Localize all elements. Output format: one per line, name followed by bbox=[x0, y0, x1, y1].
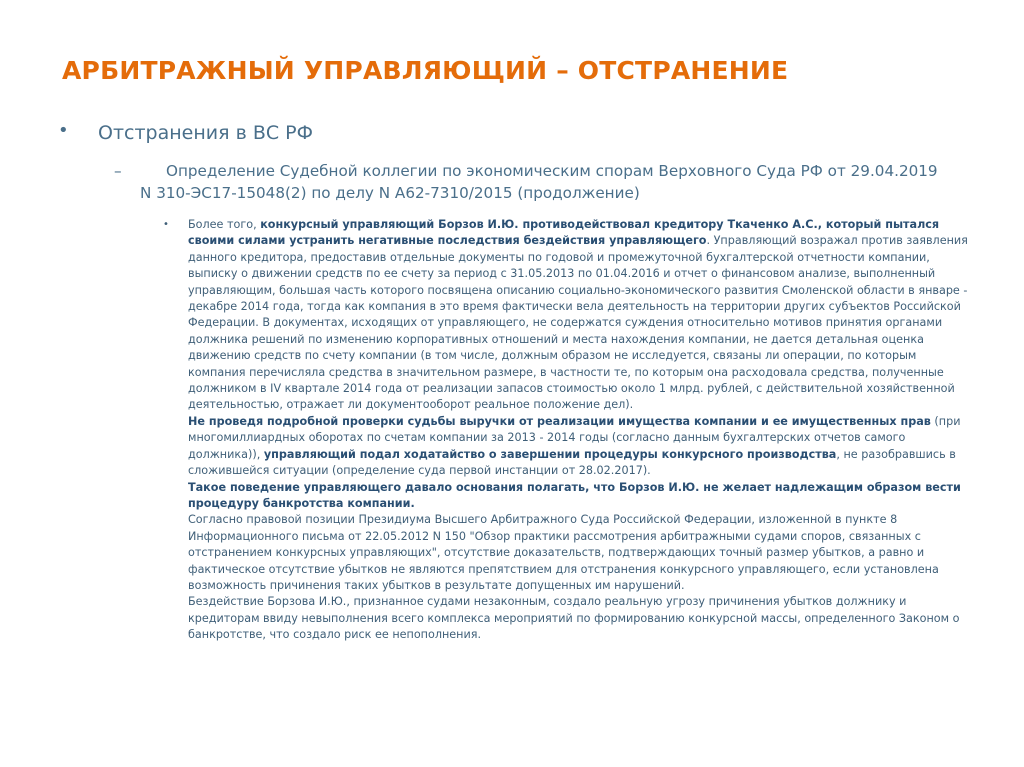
slide-title: АРБИТРАЖНЫЙ УПРАВЛЯЮЩИЙ – ОТСТРАНЕНИЕ bbox=[62, 56, 789, 85]
bullet-level3 bbox=[163, 217, 973, 644]
p1-lead: Более того, bbox=[188, 218, 261, 231]
p2-text-1: (при многомиллиардных оборотах по счетам компании за 2013 - 2014 годы (согласно данным бухгалтерских отчетов самого должника)), bbox=[188, 414, 961, 461]
level2-text: Определение Судебной коллегии по экономическим спорам Верховного Суда РФ от 29.04.2019 N 310-ЭС17-15048(2) по делу N А62-7310/2015 (продолжение) bbox=[140, 162, 938, 202]
bullet-level1 bbox=[58, 120, 978, 144]
level1-text: Отстранения в ВС РФ bbox=[98, 122, 313, 144]
body-paragraph-2 bbox=[188, 414, 973, 480]
p2-bold-1: Не проведя подробной проверки судьбы выручки от реализации имущества компании и ее имущественных прав bbox=[188, 414, 931, 428]
body-paragraph-3 bbox=[188, 480, 973, 513]
p3-bold: Такое поведение управляющего давало основания полагать, что Борзов И.Ю. не желает надлежащим образом вести процедуру банкротства компании. bbox=[188, 480, 961, 510]
p2-text-2: , не разобравшись в сложившейся ситуации (определение суда первой инстанции от 28.02.2017). bbox=[188, 447, 956, 478]
bullet-level2 bbox=[114, 160, 940, 204]
p1-rest: . Управляющий возражал против заявления данного кредитора, предоставив отдельные документы по годовой и промежуточной бухгалтерской отчетности компании, выписку о движении средств по ее счету за период с 31.05.2013 по 01.04.2016 и отчет о финансовом анализе, выполненный управляющим, большая часть которого посвящена описанию социально-экономического развития Смоленской области в январе - декабре 2014 года, тогда как компания в это время фактически вела деятельность на территории других субъектов Российской Федерации. В документах, исходящих от управляющего, не содержатся суждения относительно мотивов принятия органами должника решений по изменению корпоративных отношений и места нахождения компании, не дается детальная оценка движению средств по счету компании (в том числе, должным образом не исследуется, связаны ли операции, по которым компания перечисляла средства в значительном размере, в частности те, по которым она расходовала средства, полученные должником в IV квартале 2014 года от реализации запасов стоимостью около 1 млрд. рублей, с действительной хозяйственной деятельностью, отражает ли документооборот реальное положение дел). bbox=[188, 234, 968, 412]
bullet-marker: • bbox=[58, 120, 69, 141]
body-paragraph-1 bbox=[188, 217, 973, 414]
p2-bold-2: управляющий подал ходатайство о завершении процедуры конкурсного производства bbox=[263, 447, 837, 461]
dash-marker: – bbox=[114, 162, 122, 180]
p1-bold: конкурсный управляющий Борзов И.Ю. противодействовал кредитору Ткаченко А.С., который пытался своими силами устранить негативные последствия бездействия управляющего bbox=[188, 218, 940, 248]
body-paragraph-5: Бездействие Борзова И.Ю., признанное судами незаконным, создало реальную угрозу причинения убытков должнику и кредиторам ввиду невыполнения всего комплекса мероприятий по формированию конкурсной массы, определенного Законом о банкротстве, что создало риск ее непополнения. bbox=[188, 595, 960, 642]
body-paragraph-4: Согласно правовой позиции Президиума Высшего Арбитражного Суда Российской Федерации, изложенной в пункте 8 Информационного письма от 22.05.2012 N 150 "Обзор практики рассмотрения арбитражными судами споров, связанных с отстранением конкурсных управляющих", отсутствие доказательств, подтверждающих точный размер убытков, а равно и фактическое отсутствие убытков не являются препятствием для отстранения конкурсного управляющего, если установлена возможность причинения таких убытков в результате допущенных им нарушений. bbox=[188, 513, 939, 592]
bullet-marker-small: • bbox=[163, 219, 169, 230]
